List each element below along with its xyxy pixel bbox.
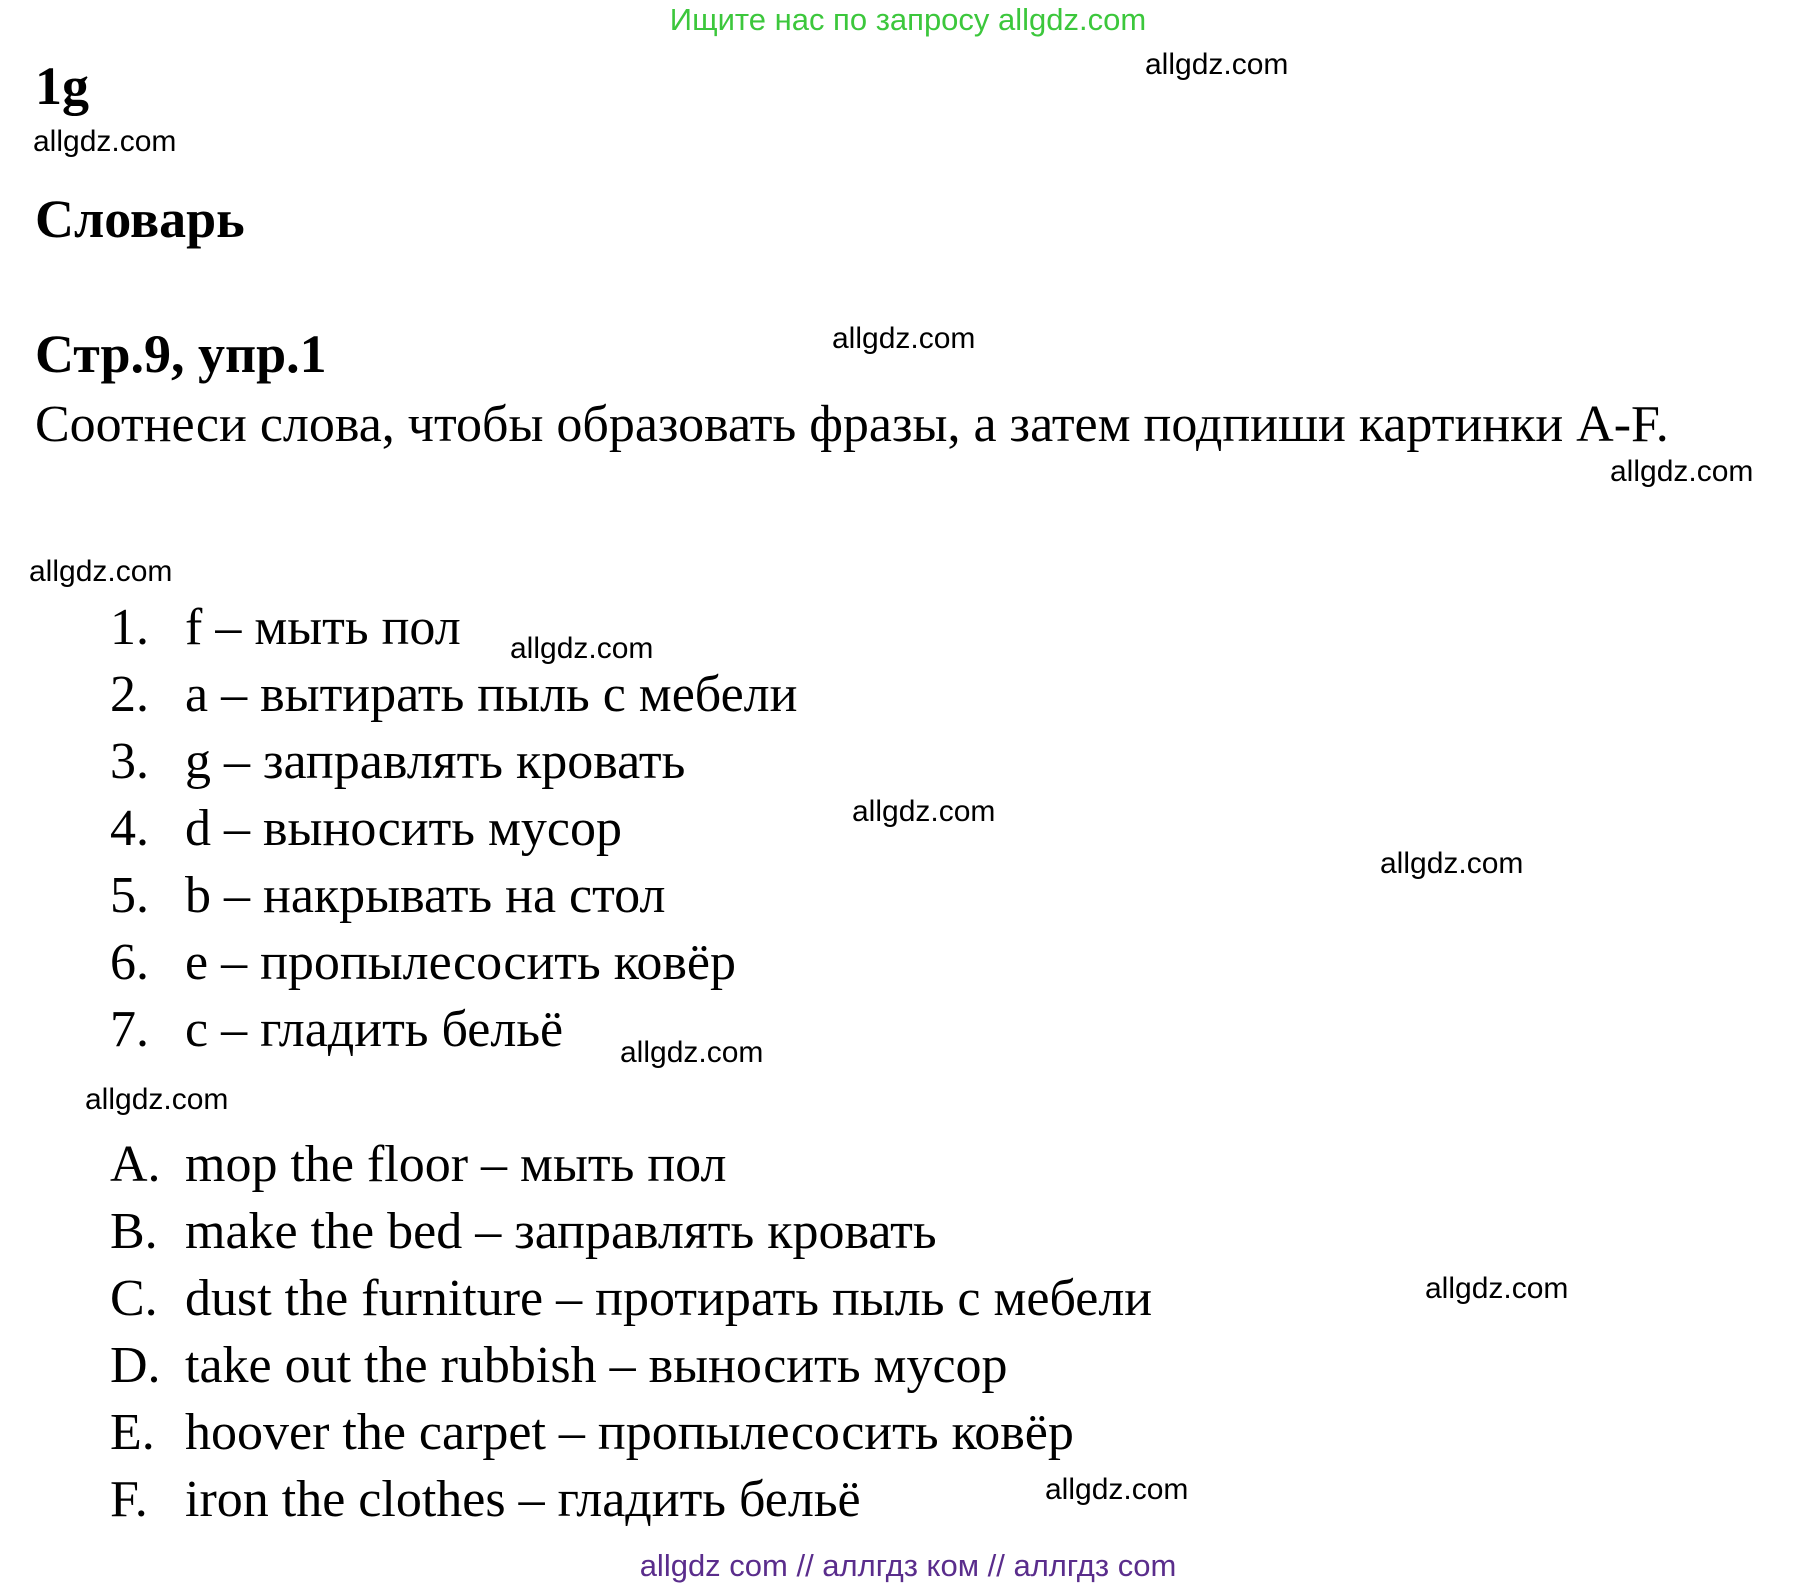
item-number: 4.: [110, 800, 149, 857]
item-letter: C.: [110, 1270, 158, 1327]
phrase-item: [110, 1202, 937, 1262]
page-title: Словарь: [35, 189, 245, 249]
phrase-item: [110, 1336, 1008, 1396]
item-number: 2.: [110, 666, 149, 723]
item-text: make the bed – заправлять кровать: [185, 1203, 937, 1260]
watermark: allgdz.com: [1610, 455, 1754, 488]
watermark: allgdz.com: [1145, 48, 1289, 81]
item-text: hoover the carpet – пропылесосить ковёр: [185, 1404, 1074, 1461]
exercise-title: Стр.9, упр.1: [35, 324, 327, 384]
item-text: e – пропылесосить ковёр: [185, 934, 736, 991]
watermark: allgdz.com: [510, 632, 654, 665]
match-item: [110, 866, 665, 926]
phrase-item: [110, 1269, 1152, 1329]
item-number: 7.: [110, 1001, 149, 1058]
match-item: [110, 1000, 563, 1060]
watermark: allgdz.com: [1425, 1272, 1569, 1305]
item-text: g – заправлять кровать: [185, 733, 686, 790]
item-text: iron the clothes – гладить бельё: [185, 1471, 861, 1528]
match-item: [110, 665, 797, 725]
item-text: dust the furniture – протирать пыль с мебели: [185, 1270, 1153, 1327]
top-banner: Ищите нас по запросу allgdz.com: [669, 2, 1147, 37]
watermark: allgdz.com: [33, 125, 177, 158]
item-text: mop the floor – мыть пол: [185, 1136, 727, 1193]
item-text: c – гладить бельё: [185, 1001, 564, 1058]
footer-links: allgdz com // аллгдз ком // аллгдз com: [639, 1548, 1177, 1583]
watermark: allgdz.com: [1380, 847, 1524, 880]
item-text: f – мыть пол: [185, 599, 461, 656]
match-item: [110, 598, 461, 658]
watermark: allgdz.com: [29, 555, 173, 588]
item-letter: D.: [110, 1337, 161, 1394]
item-letter: E.: [110, 1404, 155, 1461]
item-number: 5.: [110, 867, 149, 924]
item-number: 6.: [110, 934, 149, 991]
item-text: b – накрывать на стол: [185, 867, 666, 924]
exercise-instruction: Соотнеси слова, чтобы образовать фразы, а затем подпиши картинки A-F.: [35, 396, 1669, 453]
phrase-item: [110, 1470, 861, 1530]
phrase-item: [110, 1403, 1074, 1463]
match-item: [110, 933, 736, 993]
watermark: allgdz.com: [85, 1083, 229, 1116]
watermark: allgdz.com: [1045, 1473, 1189, 1506]
item-number: 1.: [110, 599, 149, 656]
match-item: [110, 799, 622, 859]
item-letter: B.: [110, 1203, 158, 1260]
section-code: 1g: [35, 56, 89, 116]
phrase-item: [110, 1135, 726, 1195]
item-text: a – вытирать пыль с мебели: [185, 666, 798, 723]
watermark: allgdz.com: [832, 322, 976, 355]
item-letter: A.: [110, 1136, 161, 1193]
item-letter: F.: [110, 1471, 148, 1528]
item-number: 3.: [110, 733, 149, 790]
watermark: allgdz.com: [620, 1036, 764, 1069]
item-text: d – выносить мусор: [185, 800, 622, 857]
item-text: take out the rubbish – выносить мусор: [185, 1337, 1008, 1394]
watermark: allgdz.com: [852, 795, 996, 828]
match-item: [110, 732, 685, 792]
